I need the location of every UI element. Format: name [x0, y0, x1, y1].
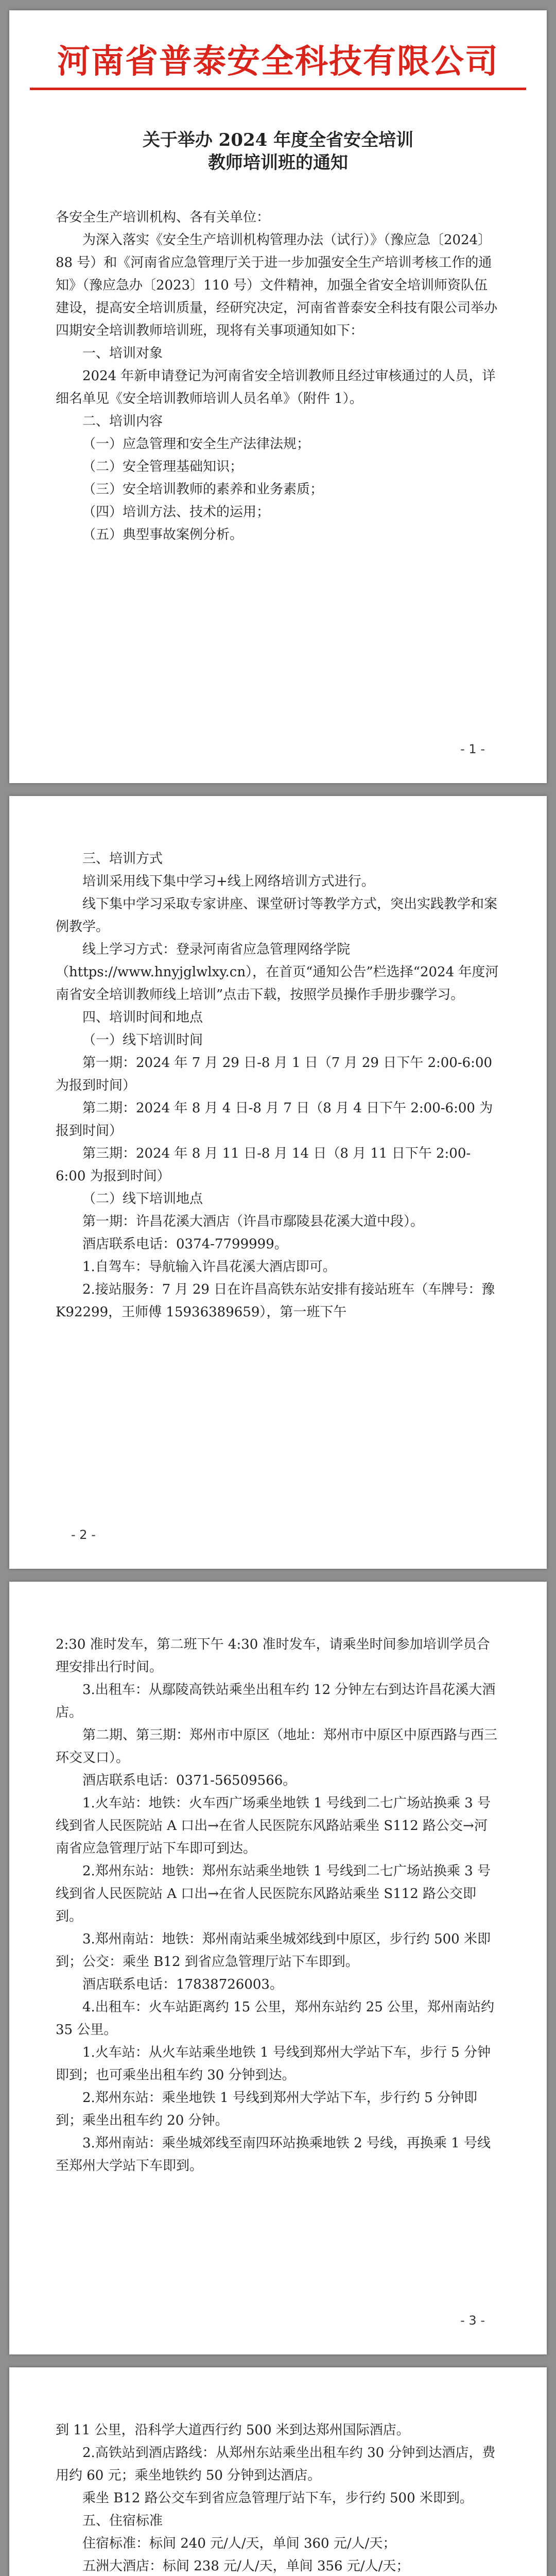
intro-paragraph: 为深入落实《安全生产培训机构管理办法（试行）》（豫应急〔2024〕88 号）和《河南省应急管理厅关于进一步加强安全生产培训考核工作的通知》（豫应急办〔2023〕110 号）文件精神，加强全省安全培训师资队伍建设，提高安全培训质量，经研究决定，河南省普泰安全科技有限公司举办四期安全培训教师培训班，现将有关事项通知如下： — [56, 232, 498, 338]
paragraph: 2024 年新申请登记为河南省安全培训教师且经过审核通过的人员，详细名单见《安全培训教师培训人员名单》（附件 1）。 — [56, 368, 496, 406]
document-page-1 — [9, 10, 547, 783]
paragraph: 乘坐 B12 路公交车到省应急管理厅站下车，步行约 500 米即到。 — [82, 2490, 473, 2506]
paragraph: 酒店联系电话：0371-56509566。 — [82, 1773, 297, 1788]
paragraph: 2.高铁站到酒店路线：从郑州东站乘坐出租车约 30 分钟到达酒店，费用约 60 元；乘坐地铁约 50 分钟到达酒店。 — [56, 2445, 496, 2483]
subheading: （二）线下培训地点 — [82, 1191, 203, 1207]
document-title — [9, 129, 547, 174]
paragraph: 酒店联系电话：17838726003。 — [82, 1977, 283, 1992]
list-item: （一）应急管理和安全生产法律法规； — [82, 436, 310, 452]
paragraph: 第三期：2024 年 8 月 11 日-8 月 14 日（8 月 11 日下午 2:00-6:00 为报到时间） — [56, 1146, 471, 1184]
section-heading: 五、住宿标准 — [82, 2513, 163, 2529]
page1-body — [56, 206, 500, 546]
paragraph: 2:30 准时发车，第二班下午 4:30 准时发车，请乘坐时间参加培训学员合理安排出行时间。 — [56, 1637, 490, 1675]
page4-body — [56, 2419, 500, 2576]
paragraph: 2.郑州东站：乘坐地铁 1 号线到郑州大学站下车，步行约 5 分钟即到；乘坐出租车约 20 分钟。 — [56, 2090, 477, 2128]
paragraph: 第一期：2024 年 7 月 29 日-8 月 1 日（7 月 29 日下午 2:00-6:00 为报到时间） — [56, 1055, 493, 1093]
document-title-line2: 教师培训班的通知 — [208, 152, 348, 174]
page3-body — [56, 1633, 500, 2177]
paragraph: 第二期、第三期：郑州市中原区（地址：郑州市中原区中原西路与西三环交叉口）。 — [56, 1727, 498, 1766]
list-item: （二）安全管理基础知识； — [82, 459, 244, 474]
paragraph: 五洲大酒店：标间 238 元/人/天，单间 356 元/人/天； — [82, 2558, 410, 2574]
section-heading: 三、培训方式 — [82, 851, 163, 867]
page-number: - 2 - — [71, 1528, 96, 1542]
page-number: - 1 - — [460, 742, 485, 756]
paragraph: 住宿标准：标间 240 元/人/天，单间 360 元/人/天； — [82, 2536, 396, 2551]
section-heading: 二、培训内容 — [82, 414, 163, 429]
document-title-line1: 关于举办 2024 年度全省安全培训 — [142, 130, 414, 150]
paragraph: 4.出租车：火车站距离约 15 公里，郑州东站约 25 公里，郑州南站约 35 公里。 — [56, 1999, 495, 2038]
document-page-2 — [9, 796, 547, 1569]
list-item: （五）典型事故案例分析。 — [82, 527, 244, 543]
salutation: 各安全生产培训机构、各有关单位： — [56, 210, 270, 225]
company-letterhead: 河南省普泰安全科技有限公司 — [57, 43, 499, 81]
page2-body — [56, 848, 500, 1324]
paragraph: 2.郑州东站：地铁：郑州东站乘坐地铁 1 号线到二七广场站换乘 3 号线到省人民医院站 A 口出→在省人民医院东风路站乘坐 S112 路公交即到。 — [56, 1863, 491, 1924]
paragraph: 第一期：许昌花溪大酒店（许昌市鄢陵县花溪大道中段）。 — [82, 1214, 424, 1229]
section-heading: 四、培训时间和地点 — [82, 1010, 203, 1025]
paragraph: 第二期：2024 年 8 月 4 日-8 月 7 日（8 月 4 日下午 2:00-6:00 为报到时间） — [56, 1100, 493, 1139]
document-page-3 — [9, 1582, 547, 2354]
page-number: - 3 - — [460, 2313, 485, 2328]
paragraph: 3.郑州南站：地铁：郑州南站乘坐城郊线到中原区，步行约 500 米即到；公交：乘坐 B12 到省应急管理厅站下车即到。 — [56, 1931, 491, 1970]
paragraph: 线下集中学习采取专家讲座、课堂研讨等教学方式，突出实践教学和案例教学。 — [56, 896, 498, 935]
document-page-4 — [9, 2367, 547, 2576]
list-item: （三）安全培训教师的素养和业务素质； — [82, 482, 324, 497]
paragraph: 3.郑州南站：乘坐城郊线至南四环站换乘地铁 2 号线，再换乘 1 号线至郑州大学站下车即到。 — [56, 2136, 491, 2174]
paragraph: 酒店联系电话：0374-7799999。 — [82, 1236, 288, 1252]
paragraph: 1.自驾车：导航输入许昌花溪大酒店即可。 — [82, 1259, 336, 1275]
list-item: （四）培训方法、技术的运用； — [82, 504, 270, 520]
paragraph: 1.火车站：从火车站乘坐地铁 1 号线到郑州大学站下车，步行 5 分钟即到；也可乘坐出租车约 30 分钟到达。 — [56, 2045, 491, 2083]
paragraph: 培训采用线下集中学习+线上网络培训方式进行。 — [82, 874, 375, 889]
paragraph: 线上学习方式：登录河南省应急管理网络学院（https://www.hnyjglwlxy.cn），在首页“通知公告”栏选择“2024 年度河南省安全培训教师线上培训”点击下载，按照学员操作手册步骤学习。 — [56, 942, 499, 1003]
paragraph: 1.火车站：地铁：火车西广场乘坐地铁 1 号线到二七广场站换乘 3 号线到省人民医院站 A 口出→在省人民医院东风路站乘坐 S112 路公交→河南省应急管理厅站下车即可到达。 — [56, 1795, 491, 1856]
paragraph: 3.出租车：从鄢陵高铁站乘坐出租车约 12 分钟左右到达许昌花溪大酒店。 — [56, 1682, 496, 1720]
section-heading: 一、培训对象 — [82, 346, 163, 361]
subheading: （一）线下培训时间 — [82, 1032, 203, 1048]
letterhead-red-rule — [30, 88, 526, 90]
paragraph: 到 11 公里，沿科学大道西行约 500 米到达郑州国际酒店。 — [56, 2422, 410, 2438]
paragraph: 2.接站服务：7 月 29 日在许昌高铁东站安排有接站班车（车牌号：豫 K92299，王师傅 15936389659），第一班下午 — [56, 1282, 495, 1320]
